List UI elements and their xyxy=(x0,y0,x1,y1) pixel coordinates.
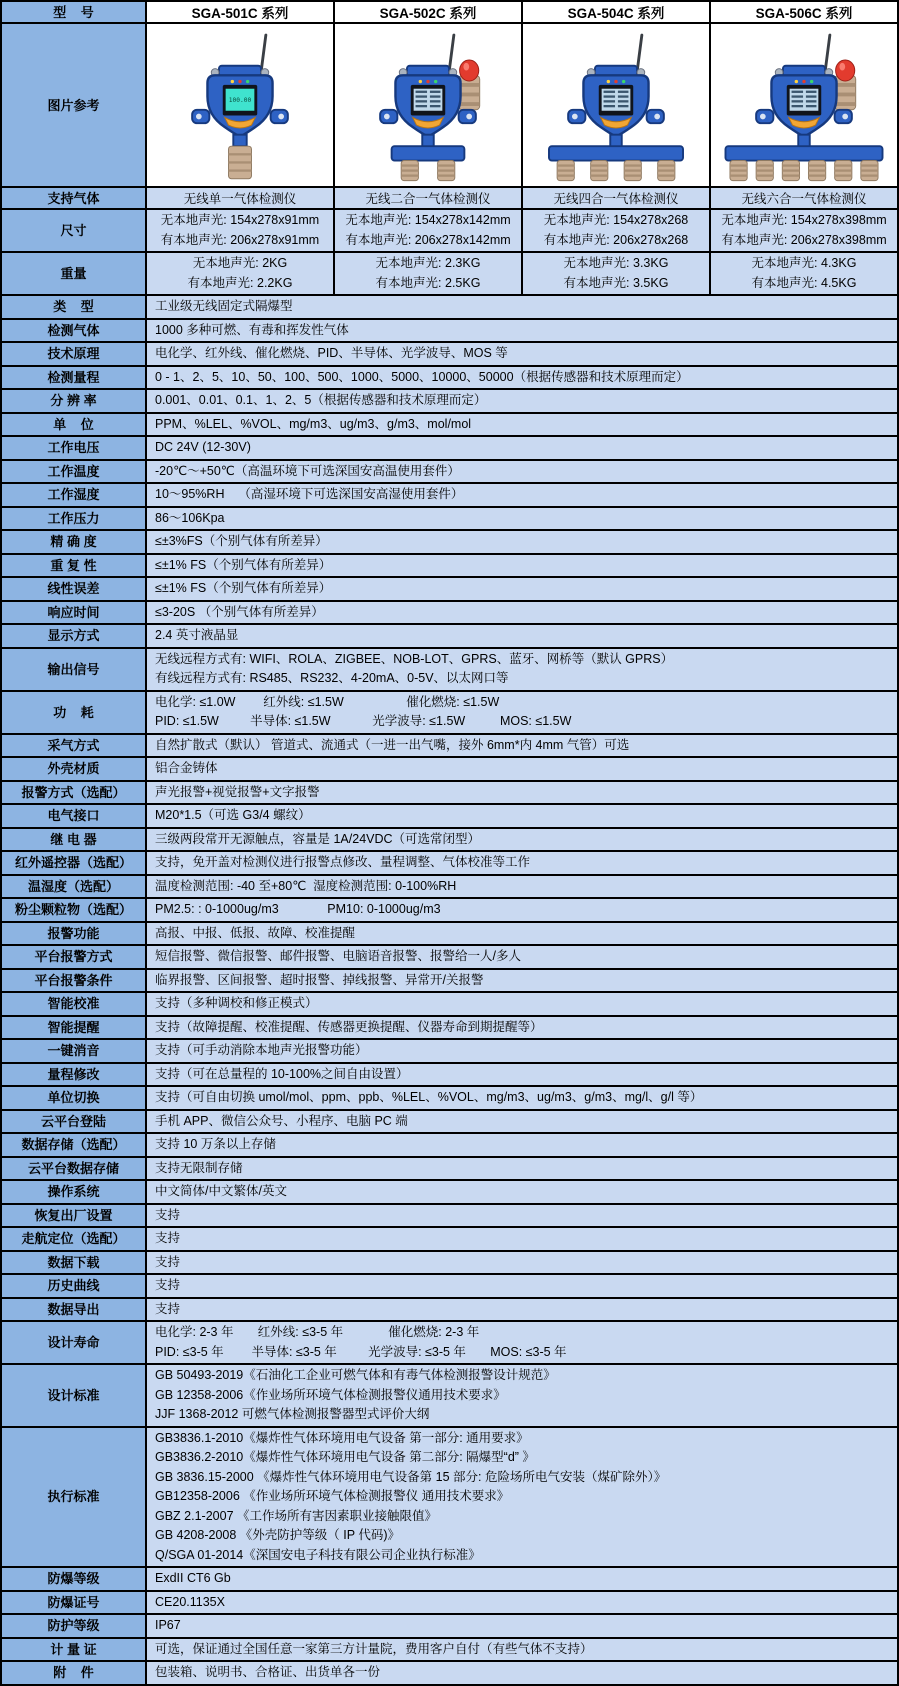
value-line: 支持 xyxy=(155,1301,181,1316)
row-label: 平台报警方式 xyxy=(2,946,147,968)
spec-row-4 xyxy=(2,390,897,414)
row-value xyxy=(147,1299,897,1321)
weight-line: 无本地声光: 2.3KG xyxy=(375,256,481,270)
weight-value xyxy=(335,253,523,294)
row-label: 线性误差 xyxy=(2,578,147,600)
product-image-sga-506c xyxy=(711,24,897,186)
spec-row-16 xyxy=(2,692,897,735)
row-label-images: 图片参考 xyxy=(2,24,147,186)
row-label: 设计标准 xyxy=(2,1365,147,1426)
value-line: 无线远程方式有: WIFI、ROLA、ZIGBEE、NOB-LOT、GPRS、蓝牙、网桥等（默认 GPRS） xyxy=(155,651,674,666)
row-value xyxy=(147,1275,897,1297)
row-value xyxy=(147,692,897,733)
spec-row-35 xyxy=(2,1158,897,1182)
value-line: 支持（可手动消除本地声光报警功能） xyxy=(155,1043,368,1057)
weight-value xyxy=(711,253,897,294)
row-value xyxy=(147,367,897,389)
row-label: 温湿度（选配） xyxy=(2,876,147,898)
value-line: 自然扩散式（默认） 管道式、流通式（一进一出气嘴，接外 6mm*内 4mm 气管）可选 xyxy=(155,737,630,752)
row-value xyxy=(147,461,897,483)
gas-detector-icon xyxy=(714,27,894,183)
row-value xyxy=(147,625,897,647)
row-value xyxy=(147,1322,897,1363)
size-line: 有本地声光: 206x278x91mm xyxy=(160,232,320,247)
spec-row-25 xyxy=(2,923,897,947)
row-label: 操作系统 xyxy=(2,1181,147,1203)
size-line: 无本地声光: 154x278x91mm xyxy=(160,213,320,227)
gas-value: 无线四合一气体检测仪 xyxy=(523,188,711,208)
value-line: GB3836.1-2010《爆炸性气体环境用电气设备 第一部分: 通用要求》 xyxy=(155,1430,529,1445)
row-label: 数据下载 xyxy=(2,1252,147,1274)
value-line: GB 3836.15-2000 《爆炸性气体环境用电气设备第 15 部分: 危险场所电气安装（煤矿除外）》 xyxy=(155,1469,667,1484)
weight-line: 无本地声光: 3.3KG xyxy=(563,256,669,270)
weight-line: 有本地声光: 2.5KG xyxy=(375,275,481,290)
spec-row-7 xyxy=(2,461,897,485)
row-value xyxy=(147,1064,897,1086)
row-label: 分 辨 率 xyxy=(2,390,147,412)
size-line: 无本地声光: 154x278x268 xyxy=(543,213,689,227)
spec-row-9 xyxy=(2,508,897,532)
alarm-beacon-icon xyxy=(835,60,856,110)
row-label: 电气接口 xyxy=(2,805,147,827)
sensor-probe-icon xyxy=(658,161,675,181)
row-value xyxy=(147,1639,897,1661)
value-line: GB3836.2-2010《爆炸性气体环境用电气设备 第二部分: 隔爆型“d” 》 xyxy=(155,1450,535,1464)
row-label: 类 型 xyxy=(2,296,147,318)
row-label: 设计寿命 xyxy=(2,1322,147,1363)
value-line: PID: ≤1.5W 半导体: ≤1.5W 光学波导: ≤1.5W MOS: ≤1.5W xyxy=(155,714,572,728)
spec-row-38 xyxy=(2,1228,897,1252)
row-label-size: 尺寸 xyxy=(2,210,147,251)
spec-row-37 xyxy=(2,1205,897,1229)
row-value xyxy=(147,390,897,412)
value-line: 1000 多种可燃、有毒和挥发性气体 xyxy=(155,322,349,337)
weight-value xyxy=(523,253,711,294)
spec-row-14 xyxy=(2,625,897,649)
value-line: GB 12358-2006《作业场所环境气体检测报警仪通用技术要求》 xyxy=(155,1387,506,1402)
row-value xyxy=(147,735,897,757)
row-value xyxy=(147,1365,897,1426)
row-value xyxy=(147,970,897,992)
value-line: ≤3-20S （个别气体有所差异） xyxy=(155,604,324,619)
row-label: 附 件 xyxy=(2,1662,147,1684)
value-line: 支持 xyxy=(155,1231,181,1245)
value-line: PPM、%LEL、%VOL、mg/m3、ug/m3、g/m3、mol/mol xyxy=(155,416,472,431)
spec-row-36 xyxy=(2,1181,897,1205)
value-line: 支持（可自由切换 umol/mol、ppm、ppb、%LEL、%VOL、mg/m3、ug/m3、g/m3、mg/l、g/l 等） xyxy=(155,1090,703,1104)
value-line: 包装箱、说明书、合格证、出货单各一份 xyxy=(155,1665,381,1679)
value-line: Q/SGA 01-2014《深国安电子科技有限公司企业执行标准》 xyxy=(155,1547,481,1562)
weight-row xyxy=(2,253,897,296)
spec-row-27 xyxy=(2,970,897,994)
row-value xyxy=(147,1158,897,1180)
row-label: 防护等级 xyxy=(2,1615,147,1637)
row-value xyxy=(147,1228,897,1250)
row-value xyxy=(147,993,897,1015)
row-value xyxy=(147,1252,897,1274)
value-line: 支持（多种调校和修正模式） xyxy=(155,996,318,1010)
sensor-probe-icon xyxy=(438,161,455,181)
row-value xyxy=(147,649,897,690)
row-value xyxy=(147,1568,897,1590)
size-line: 有本地声光: 206x278x268 xyxy=(543,232,689,247)
row-label: 历史曲线 xyxy=(2,1275,147,1297)
row-label: 智能提醒 xyxy=(2,1017,147,1039)
row-value xyxy=(147,296,897,318)
spec-row-43 xyxy=(2,1365,897,1428)
row-label: 显示方式 xyxy=(2,625,147,647)
header-row xyxy=(2,2,897,24)
spec-row-13 xyxy=(2,602,897,626)
value-line: GB12358-2006 《作业场所环境气体检测报警仪 通用技术要求》 xyxy=(155,1489,510,1503)
value-line: 支持 10 万条以上存储 xyxy=(155,1137,276,1151)
spec-row-28 xyxy=(2,993,897,1017)
gas-value: 无线六合一气体检测仪 xyxy=(711,188,897,208)
spec-row-10 xyxy=(2,531,897,555)
row-value xyxy=(147,1181,897,1203)
spec-row-0 xyxy=(2,296,897,320)
spec-row-49 xyxy=(2,1662,897,1686)
row-value xyxy=(147,531,897,553)
value-line: 声光报警+视觉报警+文字报警 xyxy=(155,784,320,799)
sensor-probe-icon xyxy=(730,161,747,181)
row-value xyxy=(147,946,897,968)
value-line: 工业级无线固定式隔爆型 xyxy=(155,299,293,313)
size-value xyxy=(711,210,897,251)
product-image-sga-504c xyxy=(523,24,711,186)
row-label: 智能校准 xyxy=(2,993,147,1015)
value-line: 支持无限制存储 xyxy=(155,1160,243,1175)
row-label: 量程修改 xyxy=(2,1064,147,1086)
spec-row-23 xyxy=(2,876,897,900)
row-label: 技术原理 xyxy=(2,343,147,365)
weight-line: 有本地声光: 3.5KG xyxy=(563,275,669,290)
row-label: 检测气体 xyxy=(2,320,147,342)
row-label: 计 量 证 xyxy=(2,1639,147,1661)
row-value xyxy=(147,484,897,506)
row-label: 工作湿度 xyxy=(2,484,147,506)
row-value xyxy=(147,1205,897,1227)
spec-row-18 xyxy=(2,758,897,782)
row-label-model: 型 号 xyxy=(2,2,147,22)
sensor-probe-icon xyxy=(401,161,418,181)
spec-row-34 xyxy=(2,1134,897,1158)
value-line: 高报、中报、低报、故障、校准提醒 xyxy=(155,925,356,940)
row-value xyxy=(147,876,897,898)
size-value xyxy=(523,210,711,251)
value-line: M20*1.5（可选 G3/4 螺纹） xyxy=(155,808,311,822)
value-line: GB 50493-2019《石油化工企业可燃气体和有毒气体检测报警设计规范》 xyxy=(155,1368,556,1382)
spec-row-40 xyxy=(2,1275,897,1299)
value-line: PID: ≤3-5 年 半导体: ≤3-5 年 光学波导: ≤3-5 年 MOS: ≤3-5 年 xyxy=(155,1344,567,1359)
value-line: 短信报警、微信报警、邮件报警、电脑语音报警、报警给一人/多人 xyxy=(155,949,521,963)
value-line: 支持（故障提醒、校准提醒、传感器更换提醒、仪器寿命到期提醒等） xyxy=(155,1019,543,1034)
row-label: 单 位 xyxy=(2,414,147,436)
row-value xyxy=(147,805,897,827)
sensor-probe-icon xyxy=(229,146,252,179)
sensor-probe-icon xyxy=(861,161,878,181)
svg-text:100.00: 100.00 xyxy=(228,97,252,105)
row-label: 走航定位（选配） xyxy=(2,1228,147,1250)
row-value xyxy=(147,1017,897,1039)
value-line: 86～106Kpa xyxy=(155,510,225,525)
product-image-sga-501c xyxy=(147,24,335,186)
row-label: 检测量程 xyxy=(2,367,147,389)
row-label: 云平台登陆 xyxy=(2,1111,147,1133)
value-line: 支持 xyxy=(155,1254,181,1269)
value-line: -20℃～+50℃（高温环境下可选深国安高温使用套件） xyxy=(155,463,460,478)
image-row xyxy=(2,24,897,188)
row-label: 继 电 器 xyxy=(2,829,147,851)
row-value xyxy=(147,1428,897,1567)
spec-row-44 xyxy=(2,1428,897,1569)
spec-row-8 xyxy=(2,484,897,508)
row-value xyxy=(147,1087,897,1109)
value-line: 2.4 英寸液晶显 xyxy=(155,628,239,642)
row-label: 采气方式 xyxy=(2,735,147,757)
row-label: 输出信号 xyxy=(2,649,147,690)
value-line: 10～95%RH （高湿环境下可选深国安高湿使用套件） xyxy=(155,487,464,501)
sensor-probe-icon xyxy=(808,161,825,181)
row-label-weight: 重量 xyxy=(2,253,147,294)
row-value xyxy=(147,1662,897,1684)
weight-line: 无本地声光: 4.3KG xyxy=(751,256,857,270)
value-line: 电化学: 2-3 年 红外线: ≤3-5 年 催化燃烧: 2-3 年 xyxy=(155,1325,480,1339)
value-line: PM2.5: : 0-1000ug/m3 PM10: 0-1000ug/m3 xyxy=(155,902,441,916)
sensor-probe-icon xyxy=(591,161,608,181)
row-label: 工作电压 xyxy=(2,437,147,459)
sensor-probe-icon xyxy=(835,161,852,181)
gas-value: 无线单一气体检测仪 xyxy=(147,188,335,208)
row-label: 粉尘颗粒物（选配） xyxy=(2,899,147,921)
spec-row-11 xyxy=(2,555,897,579)
row-value xyxy=(147,602,897,624)
spec-row-46 xyxy=(2,1592,897,1616)
row-value xyxy=(147,829,897,851)
value-line: 电化学、红外线、催化燃烧、PID、半导体、光学波导、MOS 等 xyxy=(155,346,508,360)
row-label: 一键消音 xyxy=(2,1040,147,1062)
value-line: JJF 1368-2012 可燃气体检测报警器型式评价大纲 xyxy=(155,1407,430,1421)
manifold-bar xyxy=(392,146,465,160)
row-label-gas: 支持气体 xyxy=(2,188,147,208)
value-line: 三级两段常开无源触点，容量是 1A/24VDC（可选常闭型） xyxy=(155,831,481,846)
value-line: 电化学: ≤1.0W 红外线: ≤1.5W 催化燃烧: ≤1.5W xyxy=(155,694,500,709)
value-line: CE20.1135X xyxy=(155,1594,225,1609)
value-line: 0.001、0.01、0.1、1、2、5（根据传感器和技术原理而定） xyxy=(155,393,487,407)
spec-row-21 xyxy=(2,829,897,853)
value-line: 支持 xyxy=(155,1278,181,1292)
row-label: 平台报警条件 xyxy=(2,970,147,992)
value-line: 有线远程方式有: RS485、RS232、4-20mA、0-5V、以太网口等 xyxy=(155,671,509,685)
row-value xyxy=(147,1040,897,1062)
row-value xyxy=(147,1615,897,1637)
row-value xyxy=(147,1592,897,1614)
gas-detector-icon xyxy=(338,27,518,183)
row-value xyxy=(147,1111,897,1133)
model-header-sga-504c: SGA-504C 系列 xyxy=(523,2,711,22)
row-value xyxy=(147,320,897,342)
spec-row-20 xyxy=(2,805,897,829)
spec-row-5 xyxy=(2,414,897,438)
row-label: 功 耗 xyxy=(2,692,147,733)
size-value xyxy=(335,210,523,251)
row-label: 报警功能 xyxy=(2,923,147,945)
value-line: 0 - 1、2、5、10、50、100、500、1000、5000、10000、50000（根据传感器和技术原理而定） xyxy=(155,369,689,384)
value-line: 可选，保证通过全国任意一家第三方计量院，费用客户自付（有些气体不支持） xyxy=(155,1641,593,1656)
row-value xyxy=(147,555,897,577)
value-line: DC 24V (12-30V) xyxy=(155,440,251,454)
row-value xyxy=(147,899,897,921)
row-label: 工作压力 xyxy=(2,508,147,530)
row-label: 精 确 度 xyxy=(2,531,147,553)
spec-row-45 xyxy=(2,1568,897,1592)
spec-row-26 xyxy=(2,946,897,970)
size-line: 无本地声光: 154x278x142mm xyxy=(345,213,511,227)
model-header-sga-501c: SGA-501C 系列 xyxy=(147,2,335,22)
value-line: GB 4208-2008 《外壳防护等级（ IP 代码)》 xyxy=(155,1528,400,1542)
value-line: ≤±3%FS（个别气体有所差异） xyxy=(155,534,328,548)
value-line: GBZ 2.1-2007 《工作场所有害因素职业接触限值》 xyxy=(155,1508,437,1523)
value-line: 支持（可在总量程的 10-100%之间自由设置） xyxy=(155,1066,409,1081)
sensor-probe-icon xyxy=(756,161,773,181)
row-label: 重 复 性 xyxy=(2,555,147,577)
value-line: ExdII CT6 Gb xyxy=(155,1571,231,1585)
manifold-bar xyxy=(725,146,882,160)
row-value xyxy=(147,852,897,874)
spec-row-22 xyxy=(2,852,897,876)
spec-row-48 xyxy=(2,1639,897,1663)
spec-row-24 xyxy=(2,899,897,923)
spec-rows-container xyxy=(2,296,897,1686)
weight-line: 有本地声光: 4.5KG xyxy=(751,275,857,290)
value-line: IP67 xyxy=(155,1618,181,1632)
value-line: 中文简体/中文繁体/英文 xyxy=(155,1184,287,1198)
row-value xyxy=(147,414,897,436)
size-line: 有本地声光: 206x278x398mm xyxy=(721,232,887,247)
row-label: 报警方式（选配） xyxy=(2,782,147,804)
spec-row-12 xyxy=(2,578,897,602)
weight-line: 无本地声光: 2KG xyxy=(192,256,288,270)
manifold-bar xyxy=(549,146,683,160)
spec-row-42 xyxy=(2,1322,897,1365)
value-line: 手机 APP、微信公众号、小程序、电脑 PC 端 xyxy=(155,1113,408,1128)
row-label: 数据存储（选配） xyxy=(2,1134,147,1156)
row-value xyxy=(147,923,897,945)
value-line: ≤±1% FS（个别气体有所差异） xyxy=(155,581,332,595)
sensor-probe-icon xyxy=(782,161,799,181)
spec-row-3 xyxy=(2,367,897,391)
value-line: 支持 xyxy=(155,1207,181,1222)
size-line: 无本地声光: 154x278x398mm xyxy=(721,213,887,227)
row-label: 单位切换 xyxy=(2,1087,147,1109)
alarm-beacon-icon xyxy=(459,60,480,110)
weight-line: 有本地声光: 2.2KG xyxy=(187,275,293,290)
row-label: 红外遥控器（选配） xyxy=(2,852,147,874)
spec-row-17 xyxy=(2,735,897,759)
value-line: 临界报警、区间报警、超时报警、掉线报警、异常开/关报警 xyxy=(155,972,484,987)
spec-row-47 xyxy=(2,1615,897,1639)
row-value xyxy=(147,758,897,780)
spec-row-19 xyxy=(2,782,897,806)
row-label: 工作温度 xyxy=(2,461,147,483)
sensor-probe-icon xyxy=(624,161,641,181)
size-line: 有本地声光: 206x278x142mm xyxy=(345,232,511,247)
row-label: 数据导出 xyxy=(2,1299,147,1321)
gas-value: 无线二合一气体检测仪 xyxy=(335,188,523,208)
row-label: 防爆等级 xyxy=(2,1568,147,1590)
supported-gas-row xyxy=(2,188,897,210)
dimensions-row xyxy=(2,210,897,253)
value-line: 温度检测范围: -40 至+80℃ 湿度检测范围: 0-100%RH xyxy=(155,878,457,893)
spec-row-29 xyxy=(2,1017,897,1041)
spec-row-1 xyxy=(2,320,897,344)
row-value xyxy=(147,508,897,530)
row-value xyxy=(147,578,897,600)
row-value xyxy=(147,437,897,459)
product-image-sga-502c xyxy=(335,24,523,186)
spec-row-6 xyxy=(2,437,897,461)
value-line: 铝合金铸体 xyxy=(155,761,218,775)
row-value xyxy=(147,343,897,365)
row-label: 响应时间 xyxy=(2,602,147,624)
row-value xyxy=(147,1134,897,1156)
sensor-probe-icon xyxy=(557,161,574,181)
size-value xyxy=(147,210,335,251)
gas-detector-icon xyxy=(526,27,706,183)
row-label: 防爆证号 xyxy=(2,1592,147,1614)
row-label: 执行标准 xyxy=(2,1428,147,1567)
value-line: ≤±1% FS（个别气体有所差异） xyxy=(155,557,332,572)
spec-row-41 xyxy=(2,1299,897,1323)
spec-row-32 xyxy=(2,1087,897,1111)
spec-row-31 xyxy=(2,1064,897,1088)
spec-row-30 xyxy=(2,1040,897,1064)
weight-value xyxy=(147,253,335,294)
row-label: 恢复出厂设置 xyxy=(2,1205,147,1227)
spec-row-33 xyxy=(2,1111,897,1135)
model-header-sga-502c: SGA-502C 系列 xyxy=(335,2,523,22)
row-label: 云平台数据存储 xyxy=(2,1158,147,1180)
spec-row-39 xyxy=(2,1252,897,1276)
spec-row-2 xyxy=(2,343,897,367)
row-label: 外壳材质 xyxy=(2,758,147,780)
model-header-sga-506c: SGA-506C 系列 xyxy=(711,2,897,22)
value-line: 支持，免开盖对检测仪进行报警点修改、量程调整、气体校准等工作 xyxy=(155,855,531,869)
spec-row-15 xyxy=(2,649,897,692)
row-value xyxy=(147,782,897,804)
gas-detector-icon xyxy=(150,27,330,183)
